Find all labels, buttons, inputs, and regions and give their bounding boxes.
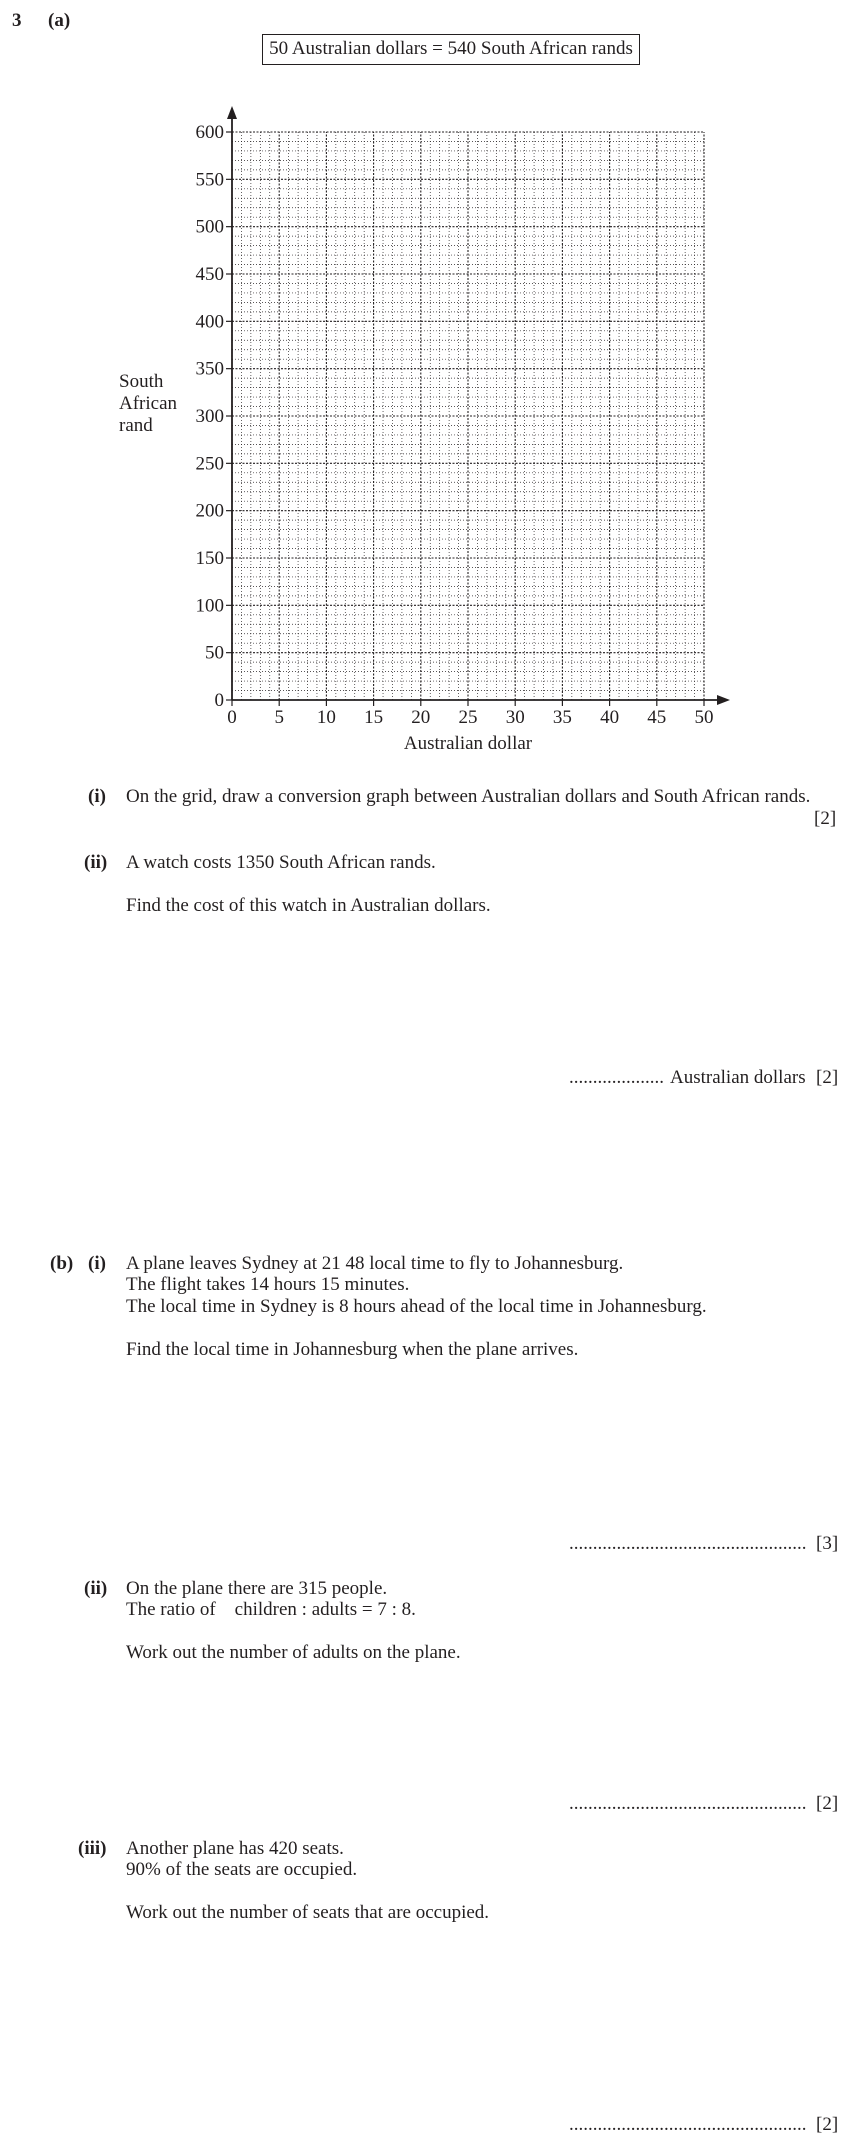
x-tick-label: 30 xyxy=(505,707,525,728)
y-tick-label: 600 xyxy=(195,122,224,143)
a-ii-answer-line[interactable]: .................... xyxy=(569,1067,664,1088)
y-tick-label: 550 xyxy=(195,169,224,191)
x-tick-label: 10 xyxy=(316,707,336,728)
b-ii-line1: On the plane there are 315 people. xyxy=(126,1578,388,1599)
y-axis-label-line2: African xyxy=(119,393,178,414)
x-tick-label: 45 xyxy=(647,707,667,728)
b-ii-line3: Work out the number of adults on the plane. xyxy=(126,1642,461,1663)
x-tick-label: 0 xyxy=(227,707,237,728)
y-tick-label: 0 xyxy=(214,690,224,711)
b-i-marks: [3] xyxy=(816,1533,839,1554)
y-axis-ticks xyxy=(196,122,233,711)
y-tick-label: 50 xyxy=(205,642,224,664)
question-number: 3 xyxy=(12,10,22,31)
y-axis-label-line1: South xyxy=(119,371,164,392)
a-i-text: On the grid, draw a conversion graph between Australian dollars and South African rands. xyxy=(126,786,811,807)
y-tick-label: 300 xyxy=(195,406,224,427)
b-i-answer-line[interactable]: .................................................. xyxy=(569,1533,807,1554)
b-ii-answer-line[interactable]: .................................................. xyxy=(569,1793,807,1814)
x-axis-arrow xyxy=(717,695,730,705)
y-tick-label: 450 xyxy=(195,264,224,285)
x-tick-label: 15 xyxy=(364,707,384,728)
conversion-grid-chart[interactable] xyxy=(0,100,853,870)
part-a-label: (a) xyxy=(48,10,71,31)
x-tick-label: 20 xyxy=(411,707,431,728)
y-tick-label: 150 xyxy=(195,548,224,569)
y-tick-label: 250 xyxy=(195,453,224,475)
x-tick-label: 25 xyxy=(458,707,478,728)
b-i-line4: Find the local time in Johannesburg when the plane arrives. xyxy=(126,1339,579,1360)
y-tick-label: 400 xyxy=(195,311,224,333)
b-iii-line1: Another plane has 420 seats. xyxy=(126,1838,344,1859)
b-ii-line2: The ratio of children : adults = 7 : 8. xyxy=(126,1599,416,1620)
x-tick-label: 50 xyxy=(694,707,714,728)
y-axis-arrow xyxy=(227,106,237,119)
b-i-label: (i) xyxy=(88,1253,106,1274)
axes xyxy=(227,106,730,705)
b-iii-line3: Work out the number of seats that are occupied. xyxy=(126,1902,490,1923)
y-tick-label: 200 xyxy=(195,500,224,522)
x-axis-ticks xyxy=(227,700,713,728)
b-i-line3: The local time in Sydney is 8 hours ahead of the local time in Johannesburg. xyxy=(126,1296,707,1317)
grid-major-lines xyxy=(232,132,704,700)
b-iii-answer-line[interactable]: .................................................. xyxy=(569,2114,807,2135)
y-tick-label: 100 xyxy=(195,595,224,617)
y-tick-label: 350 xyxy=(195,358,224,380)
y-tick-label: 500 xyxy=(195,216,224,238)
b-i-line1: A plane leaves Sydney at 21 48 local time to fly to Johannesburg. xyxy=(126,1253,624,1274)
a-ii-answer-unit: Australian dollars xyxy=(670,1067,806,1088)
conversion-rate-box: 50 Australian dollars = 540 South African rands xyxy=(262,34,640,65)
x-tick-label: 40 xyxy=(600,707,620,728)
a-i-marks: [2] xyxy=(814,808,837,829)
b-iii-line2: 90% of the seats are occupied. xyxy=(126,1859,358,1880)
b-ii-label: (ii) xyxy=(84,1578,108,1599)
b-iii-label: (iii) xyxy=(78,1838,107,1859)
part-b-label: (b) xyxy=(50,1253,74,1274)
x-axis-label: Australian dollar xyxy=(403,733,533,754)
a-ii-line2: Find the cost of this watch in Australian dollars. xyxy=(126,895,491,916)
a-ii-marks: [2] xyxy=(816,1067,839,1088)
a-i-label: (i) xyxy=(88,786,106,807)
a-ii-line1: A watch costs 1350 South African rands. xyxy=(126,852,436,873)
a-ii-label: (ii) xyxy=(84,852,108,873)
b-iii-marks: [2] xyxy=(816,2114,839,2135)
b-ii-marks: [2] xyxy=(816,1793,839,1814)
x-tick-label: 35 xyxy=(552,707,572,728)
y-axis-label-line3: rand xyxy=(119,415,153,436)
b-i-line2: The flight takes 14 hours 15 minutes. xyxy=(126,1274,410,1295)
x-tick-label: 5 xyxy=(274,707,284,728)
